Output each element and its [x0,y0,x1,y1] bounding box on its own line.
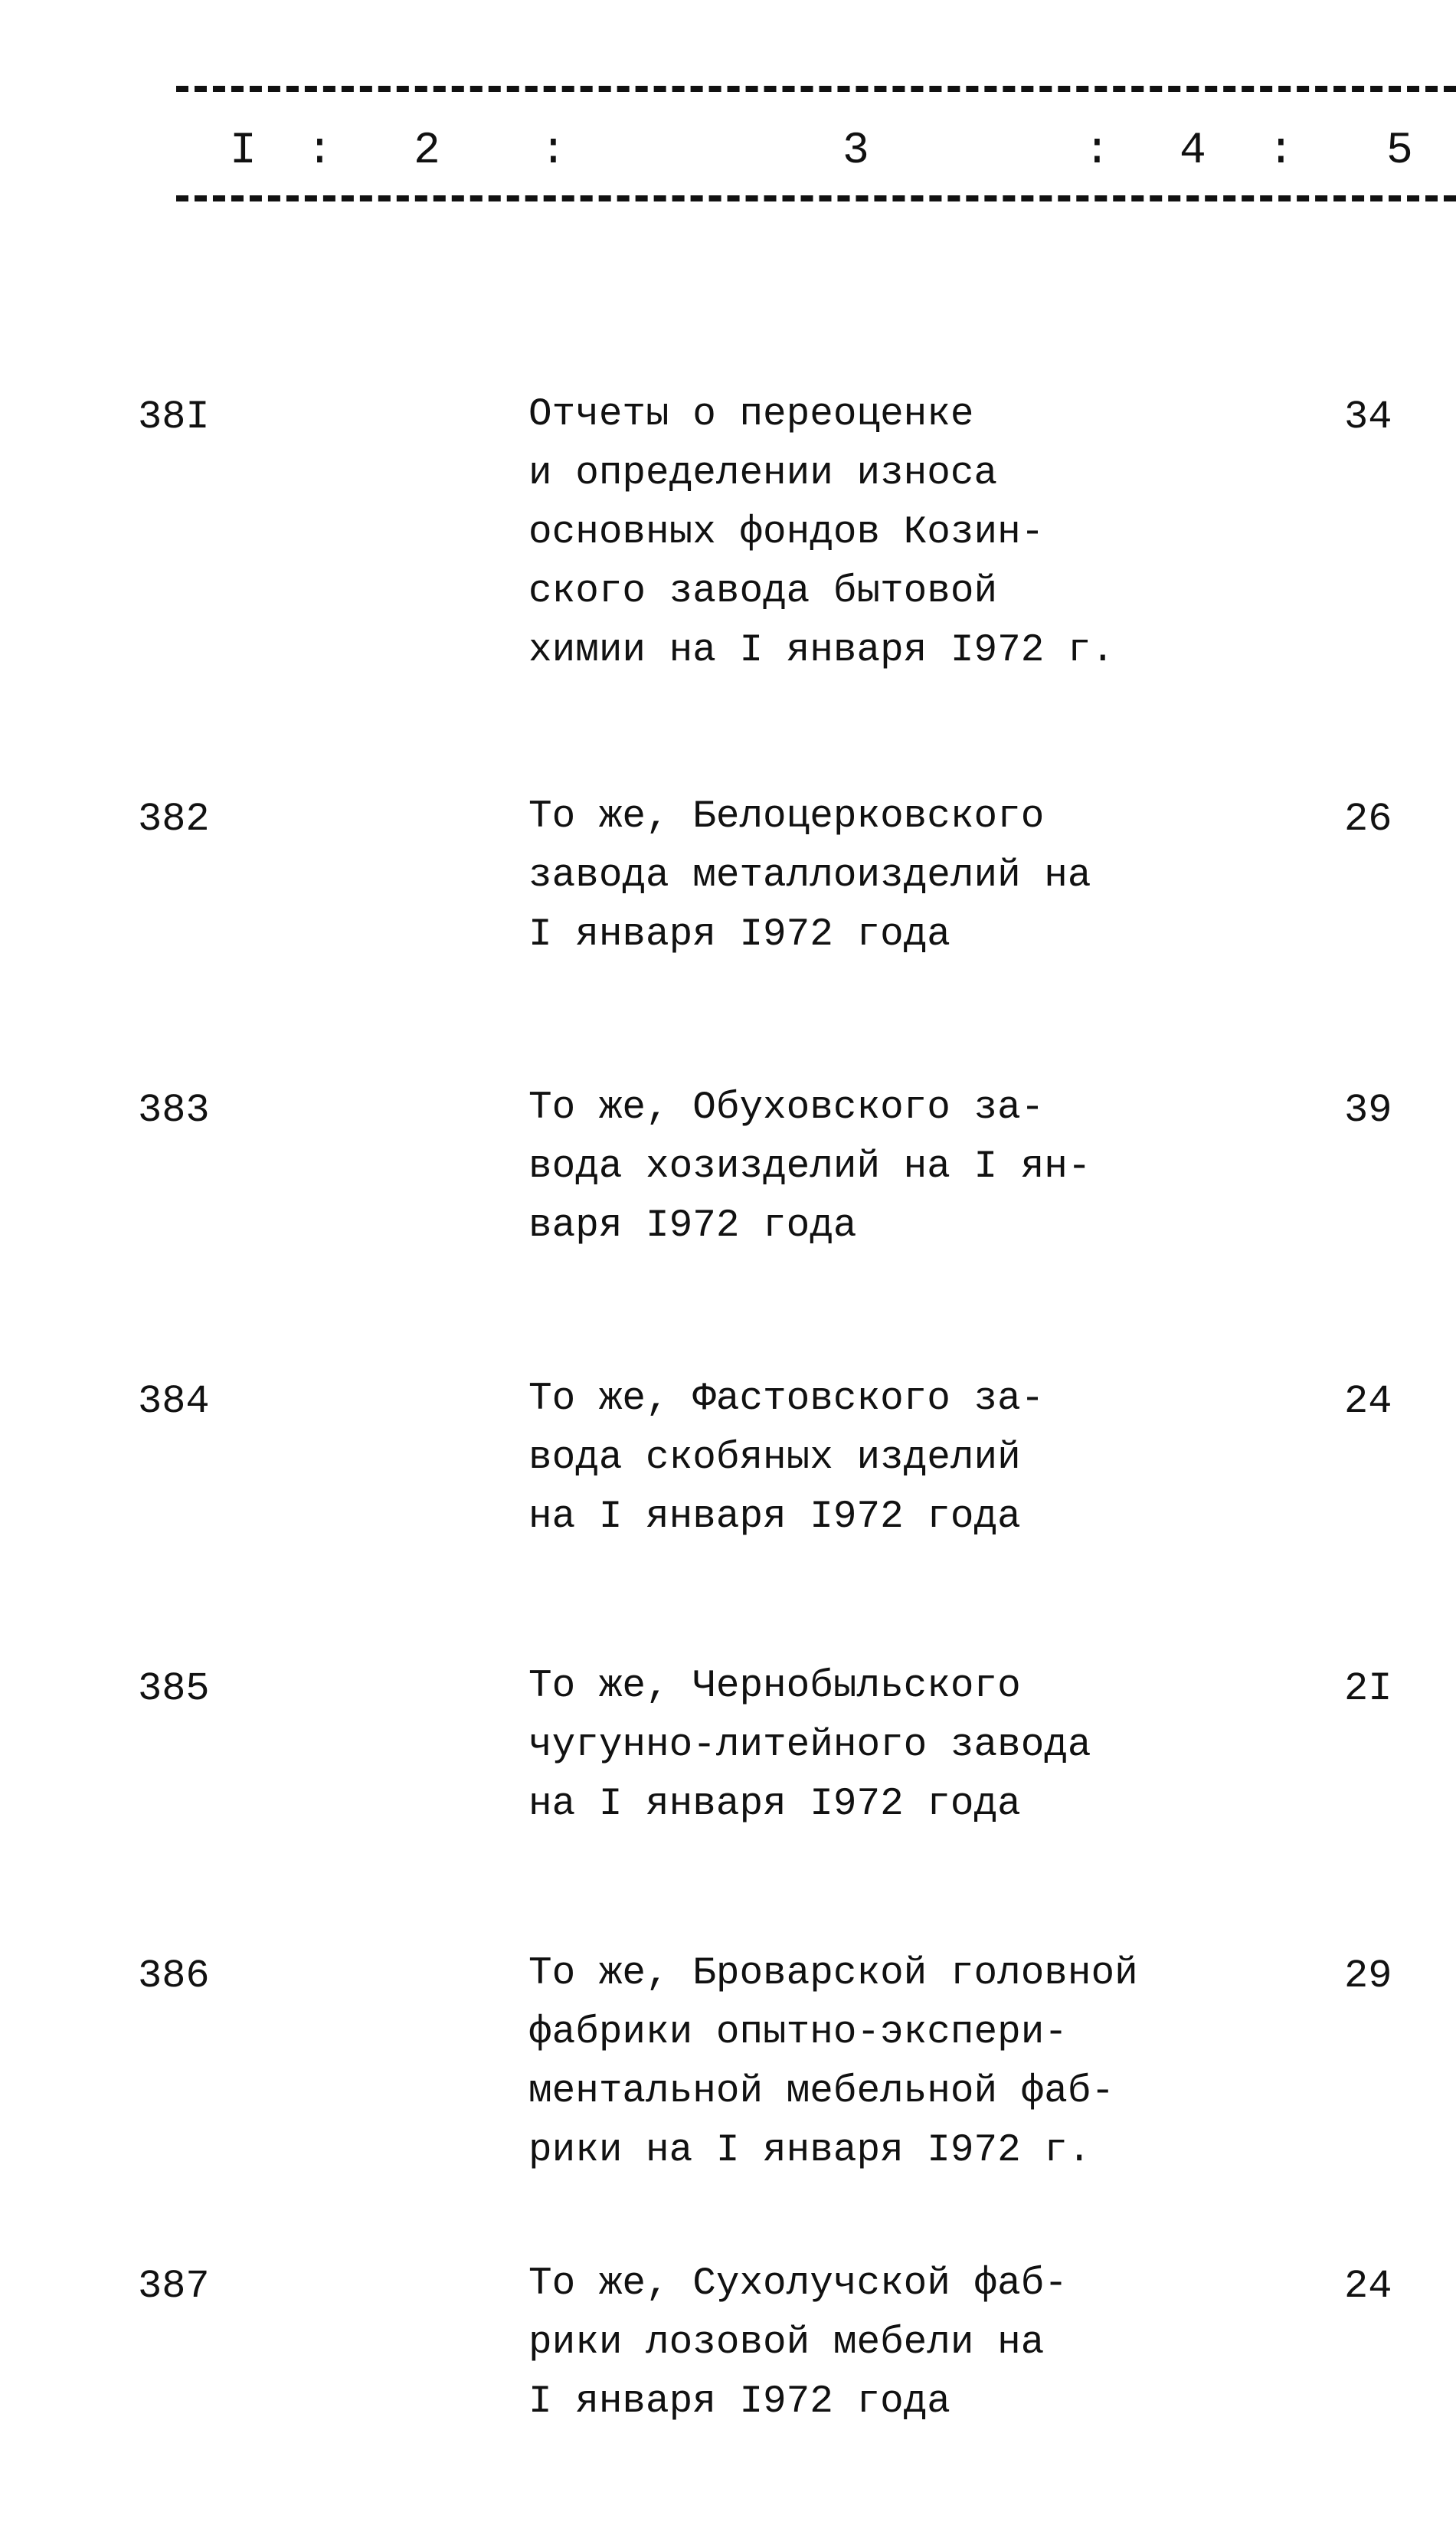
header-bottom-rule [176,195,1456,201]
column-header-4: 4 [1180,126,1206,176]
entry-title-line: вода скобяных изделий [528,1436,1021,1480]
entry-title-line: основных фондов Козин- [528,511,1045,555]
entry-title-line: То же, Чернобыльского [528,1665,1021,1708]
entry-number: 382 [138,797,210,842]
entry-number: 385 [138,1666,210,1711]
column-header-2: 2 [414,126,440,176]
entry-title-line: рики на I января I972 г. [528,2129,1091,2173]
entry-title [528,2255,1068,2432]
entry-title [528,385,1114,680]
entry-number: 384 [138,1379,210,1424]
entry-title [528,1370,1044,1547]
entry-title-line: вода хозизделий на I ян- [528,1145,1091,1189]
entry-title-line: варя I972 года [528,1204,857,1248]
entry-number: 386 [138,1954,210,1999]
entry-title-line: То же, Обуховского за- [528,1086,1045,1130]
entry-title-line: фабрики опытно-экспери- [528,2011,1068,2055]
entry-title-line: I января I972 года [528,2380,950,2424]
entry-sheet-count: 29 [1344,1954,1392,1999]
header-top-rule [176,86,1456,92]
entry-number: 383 [138,1088,210,1133]
entry-title-line: ского завода бытовой [528,570,998,614]
entry-title-line: химии на I января I972 г. [528,629,1115,673]
entry-title-line: То же, Белоцерковского [528,795,1045,839]
entry-title-line: и определении износа [528,452,998,496]
entry-sheet-count: 26 [1344,797,1392,842]
entry-sheet-count: 24 [1344,2264,1392,2309]
entry-sheet-count: 24 [1344,1379,1392,1424]
column-header-5: 5 [1386,126,1413,176]
column-separator: : [306,126,333,176]
entry-number: 38I [138,395,210,440]
entry-title [528,1657,1091,1834]
entry-title-line: I января I972 года [528,913,950,957]
entry-title [528,1079,1091,1256]
column-header-3: 3 [843,126,869,176]
column-header-1: I [230,126,257,176]
entry-sheet-count: 34 [1344,395,1392,440]
entry-title-line: ментальной мебельной фаб- [528,2070,1115,2114]
column-separator: : [1268,126,1294,176]
entry-title-line: чугунно-литейного завода [528,1724,1091,1767]
column-separator: : [1084,126,1111,176]
entry-title [528,788,1091,965]
entry-title-line: То же, Сухолучской фаб- [528,2262,1068,2306]
entry-title-line: на I января I972 года [528,1783,1021,1826]
entry-title-line: на I января I972 года [528,1495,1021,1539]
entry-sheet-count: 2I [1344,1666,1392,1711]
entry-sheet-count: 39 [1344,1088,1392,1133]
entry-number: 387 [138,2264,210,2309]
entry-title-line: завода металлоизделий на [528,854,1091,898]
entry-title-line: То же, Броварской головной [528,1952,1138,1996]
entry-title [528,1944,1138,2180]
entry-title-line: То же, Фастовского за- [528,1377,1045,1421]
entry-title-line: Отчеты о переоценке [528,393,974,437]
entry-title-line: рики лозовой мебели на [528,2321,1045,2365]
column-separator: : [540,126,567,176]
